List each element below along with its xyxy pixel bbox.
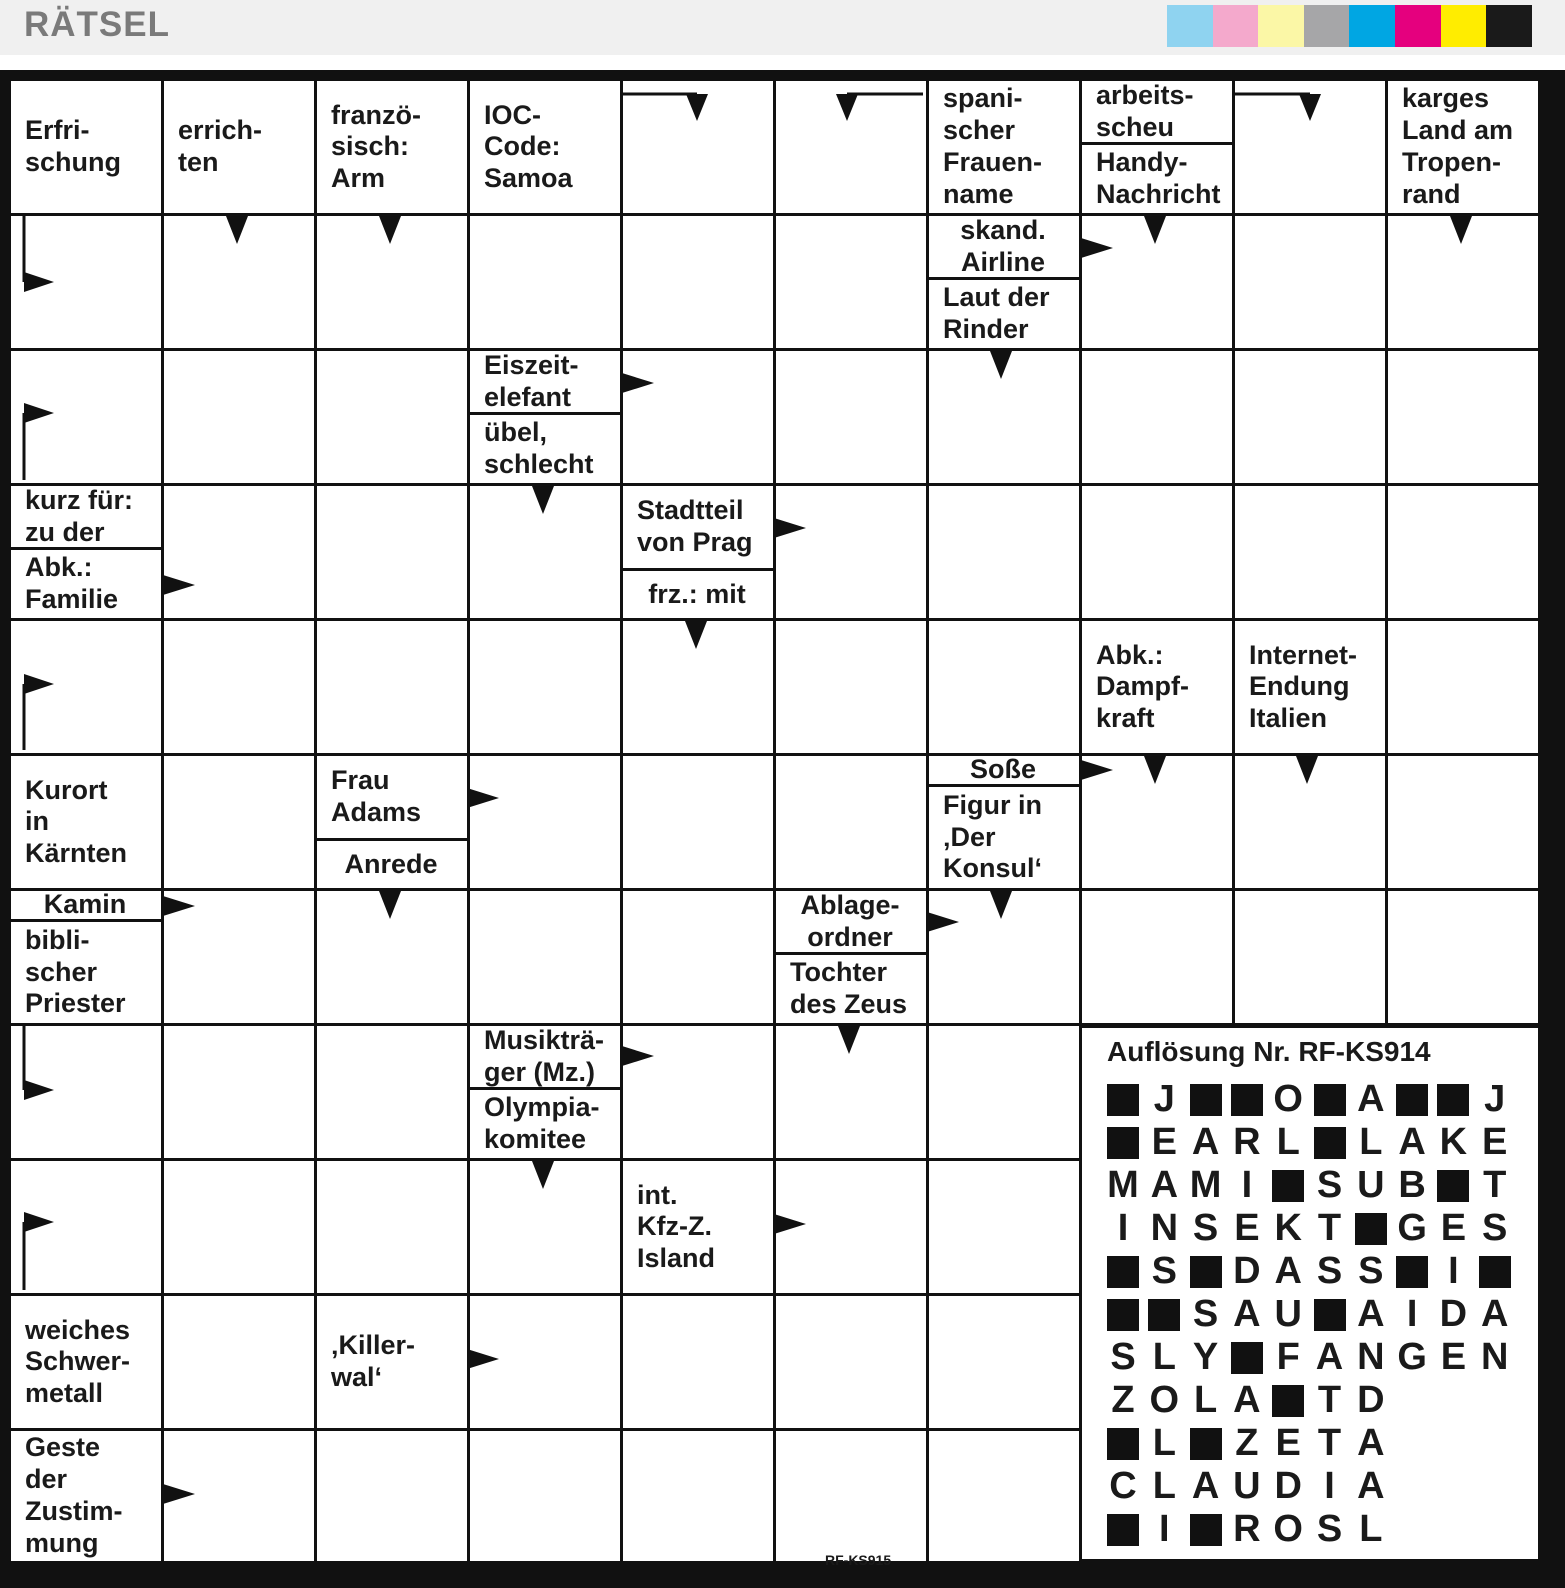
clue-line: elefant [484, 381, 572, 412]
answer-cell[interactable] [1235, 891, 1385, 1023]
solution-letter: E [1440, 1207, 1467, 1249]
answer-cell[interactable] [317, 1161, 467, 1293]
solution-letter: A [1233, 1379, 1261, 1421]
clue-abk-familie [11, 550, 161, 618]
clue-line: Airline [960, 246, 1046, 277]
solution-letter: I [1324, 1465, 1335, 1507]
clue-abk-dampfkraft [1082, 621, 1232, 753]
clue-line: Abk.: [25, 552, 93, 583]
clue-line: Familie [25, 584, 119, 614]
clue-ioc-samoa [470, 81, 620, 213]
clue-line: von Prag [637, 527, 753, 557]
clue-internet-italien [1235, 621, 1385, 753]
answer-cell[interactable] [470, 621, 620, 753]
crossword-grid [0, 70, 1565, 1588]
clue-line: weiches [25, 1314, 131, 1345]
solution-letter: L [1359, 1121, 1383, 1163]
answer-cell[interactable] [929, 1161, 1079, 1293]
solution-black-square [1148, 1299, 1180, 1331]
solution-letter: S [1192, 1293, 1219, 1335]
solution-black-square [1396, 1256, 1428, 1288]
answer-cell[interactable] [164, 216, 314, 348]
solution-letter: L [1152, 1336, 1176, 1378]
solution-black-square [1355, 1213, 1387, 1245]
answer-cell[interactable] [317, 1026, 467, 1158]
clue-line: ‚Der [943, 821, 996, 852]
solution-letter: S [1316, 1508, 1343, 1550]
clue-line: Tropen- [1402, 147, 1501, 177]
answer-cell[interactable] [929, 621, 1079, 753]
solution-letter: A [1274, 1250, 1302, 1292]
answer-cell[interactable] [929, 351, 1079, 483]
clue-line: skand. [960, 216, 1046, 245]
answer-cell[interactable] [317, 216, 467, 348]
answer-cell[interactable] [1235, 351, 1385, 483]
page-title: RÄTSEL [24, 5, 170, 44]
clue-line: Geste [25, 1432, 101, 1463]
answer-cell[interactable] [623, 891, 773, 1023]
clue-kamin [11, 891, 161, 919]
solution-letter: S [1316, 1164, 1343, 1206]
solution-letter: C [1109, 1465, 1137, 1507]
solution-black-square [1272, 1170, 1304, 1202]
solution-letter: D [1233, 1250, 1261, 1292]
clue-errichten [164, 81, 314, 213]
answer-cell[interactable] [164, 621, 314, 753]
solution-letter: S [1151, 1250, 1177, 1292]
clue-geste-zustimmung [11, 1431, 161, 1561]
answer-cell[interactable] [776, 1296, 926, 1428]
solution-letter: L [1276, 1121, 1300, 1163]
solution-letter: N [1357, 1336, 1385, 1378]
solution-black-square [1107, 1084, 1139, 1116]
solution-letter: T [1483, 1164, 1507, 1206]
color-swatch [1441, 5, 1487, 47]
solution-letter: O [1149, 1379, 1180, 1421]
answer-cell[interactable] [1082, 891, 1232, 1023]
solution-letter: S [1358, 1250, 1384, 1292]
answer-cell[interactable] [623, 1296, 773, 1428]
answer-cell[interactable] [317, 351, 467, 483]
clue-line: Internet- [1249, 639, 1357, 670]
clue-line: kurz für: [25, 486, 133, 515]
clue-line: Kfz-Z. [637, 1211, 712, 1242]
solution-letter: A [1480, 1293, 1509, 1335]
answer-cell[interactable] [1388, 486, 1538, 618]
clue-line: mung [25, 1527, 99, 1558]
solution-letter: T [1317, 1207, 1342, 1249]
clue-line: Zustim- [25, 1496, 123, 1526]
solution-letter: G [1397, 1207, 1427, 1249]
clue-weiches-schwermetall [11, 1296, 161, 1428]
page-header [0, 0, 1565, 55]
clue-sosse [929, 756, 1079, 784]
clue-line: Anrede [344, 848, 438, 879]
solution-letter: A [1191, 1121, 1220, 1163]
solution-black-square [1190, 1256, 1222, 1288]
clue-line: scher [25, 956, 98, 987]
clue-biblischer-priester [11, 922, 161, 1023]
answer-cell[interactable] [623, 216, 773, 348]
solution-black-square [1107, 1256, 1139, 1288]
solution-letter: M [1189, 1164, 1222, 1206]
answer-cell[interactable] [623, 1026, 773, 1158]
solution-letter: E [1275, 1422, 1301, 1464]
solution-letter: A [1357, 1293, 1385, 1335]
clue-spanischer-frauenname [929, 81, 1079, 213]
solution-letter: A [1233, 1293, 1261, 1335]
answer-cell[interactable] [776, 621, 926, 753]
clue-line: scher [943, 115, 1016, 146]
answer-cell[interactable] [1235, 756, 1385, 888]
answer-cell[interactable] [929, 891, 1079, 1023]
answer-cell[interactable] [164, 351, 314, 483]
solution-black-square [1437, 1084, 1469, 1116]
clue-line: Land am [1402, 115, 1514, 146]
answer-cell[interactable] [164, 1296, 314, 1428]
solution-black-square [1231, 1342, 1263, 1374]
clue-laut-der-rinder [929, 280, 1079, 348]
solution-letter: A [1150, 1164, 1179, 1206]
solution-black-square [1314, 1299, 1346, 1331]
solution-letter: A [1357, 1078, 1385, 1120]
clue-line: karges [1402, 83, 1490, 114]
solution-letter: T [1317, 1379, 1342, 1421]
clue-line: Musikträ- [484, 1026, 605, 1055]
solution-letter: S [1192, 1207, 1219, 1249]
solution-black-square [1437, 1170, 1469, 1202]
clue-uebel-schlecht [470, 415, 620, 483]
answer-cell[interactable] [470, 1161, 620, 1293]
solution-letter: E [1482, 1121, 1508, 1163]
clue-line: Kärnten [25, 837, 128, 868]
clue-kfz-island [623, 1161, 773, 1293]
color-swatch [1258, 5, 1304, 47]
clue-line: name [943, 178, 1014, 209]
answer-cell[interactable] [317, 621, 467, 753]
solution-letter: Z [1111, 1379, 1135, 1421]
solution-letter: I [1406, 1293, 1418, 1335]
clue-line: Erfri- [25, 115, 90, 146]
clue-line: schlecht [484, 449, 594, 479]
answer-cell[interactable] [623, 1431, 773, 1561]
answer-cell[interactable] [1082, 351, 1232, 483]
solution-black-square [1107, 1127, 1139, 1159]
clue-line: Eiszeit- [484, 351, 579, 380]
answer-cell[interactable] [623, 81, 773, 213]
answer-cell[interactable] [776, 1431, 926, 1561]
clue-line: Italien [1249, 702, 1328, 733]
solution-black-square [1272, 1385, 1304, 1417]
solution-letter: U [1274, 1293, 1302, 1335]
answer-cell[interactable] [470, 486, 620, 618]
clue-line: komitee [484, 1124, 587, 1154]
solution-letter: L [1152, 1465, 1176, 1507]
solution-letter: Y [1192, 1336, 1219, 1378]
clue-line: des Zeus [790, 989, 908, 1019]
clue-line: Samoa [484, 162, 573, 193]
answer-cell[interactable] [470, 891, 620, 1023]
answer-cell[interactable] [1388, 756, 1538, 888]
solution-letter: B [1398, 1164, 1426, 1206]
solution-letter: U [1233, 1465, 1261, 1507]
solution-letter: A [1398, 1121, 1426, 1163]
solution-black-square [1479, 1256, 1511, 1288]
solution-letter: T [1317, 1422, 1342, 1464]
solution-letter: R [1233, 1121, 1261, 1163]
clue-line: bibli- [25, 925, 90, 956]
color-swatch [1213, 5, 1259, 47]
clue-line: schung [25, 147, 122, 177]
answer-cell[interactable] [776, 756, 926, 888]
clue-line: der [25, 1464, 68, 1495]
clue-line: Adams [331, 797, 422, 827]
clue-line: Schwer- [25, 1346, 131, 1377]
clue-eiszeitelefant [470, 351, 620, 412]
answer-cell[interactable] [1235, 486, 1385, 618]
clue-line: Ablage- [800, 891, 900, 920]
clue-line: Konsul‘ [943, 853, 1042, 884]
answer-cell[interactable] [470, 216, 620, 348]
clue-line: ordner [807, 921, 893, 952]
answer-cell[interactable] [776, 351, 926, 483]
clue-line: rand [1402, 178, 1461, 209]
solution-black-square [1190, 1428, 1222, 1460]
answer-cell[interactable] [1388, 891, 1538, 1023]
solution-black-square [1396, 1084, 1428, 1116]
answer-cell[interactable] [776, 1161, 926, 1293]
clue-line: kraft [1096, 702, 1155, 733]
solution-letter: I [1241, 1164, 1253, 1206]
print-color-bar [1167, 5, 1532, 47]
solution-black-square [1190, 1084, 1222, 1116]
answer-cell[interactable] [470, 756, 620, 888]
solution-letter: N [1150, 1207, 1179, 1249]
color-swatch [1486, 5, 1532, 47]
answer-cell[interactable] [1388, 621, 1538, 753]
answer-cell[interactable] [1082, 756, 1232, 888]
solution-title: Auflösung Nr. RF-KS914 [1107, 1036, 1431, 1067]
solution-letter: F [1276, 1336, 1300, 1378]
clue-line: Priester [25, 988, 126, 1019]
answer-cell[interactable] [929, 1026, 1079, 1158]
solution-letter: N [1480, 1336, 1509, 1378]
clue-line: ‚Killer- [331, 1330, 416, 1361]
solution-letter: D [1439, 1293, 1468, 1335]
clue-stadtteil-prag [623, 486, 773, 568]
clue-line: arbeits- [1096, 81, 1194, 110]
puzzle-code: RF-KS915 [825, 1552, 892, 1568]
solution-panel [1082, 1028, 1538, 1559]
clue-line: errich- [178, 115, 263, 146]
clue-line: Stadtteil [637, 495, 744, 526]
clue-line: int. [637, 1179, 678, 1210]
answer-cell[interactable] [776, 1026, 926, 1158]
solution-letter: U [1357, 1164, 1385, 1206]
clue-arbeitsscheu [1082, 81, 1232, 142]
answer-cell[interactable] [1388, 351, 1538, 483]
answer-cell[interactable] [317, 891, 467, 1023]
solution-letter: R [1233, 1508, 1261, 1550]
answer-cell[interactable] [776, 81, 926, 213]
solution-letter: A [1315, 1336, 1344, 1378]
solution-letter: A [1191, 1465, 1220, 1507]
answer-cell[interactable] [11, 351, 161, 483]
solution-black-square [1107, 1514, 1139, 1546]
color-swatch [1395, 5, 1441, 47]
solution-letter: L [1359, 1508, 1383, 1550]
clue-line: Nachricht [1096, 179, 1221, 209]
answer-cell[interactable] [929, 1296, 1079, 1428]
solution-black-square [1231, 1084, 1263, 1116]
clue-line: ger (Mz.) [484, 1056, 595, 1087]
solution-letter: E [1234, 1207, 1260, 1249]
answer-cell[interactable] [1082, 486, 1232, 618]
clue-line: Kurort [25, 774, 108, 805]
solution-letter: L [1193, 1379, 1218, 1421]
clue-line: Island [637, 1242, 716, 1273]
answer-cell[interactable] [164, 486, 314, 618]
clue-line: übel, [484, 417, 548, 448]
solution-letter: M [1107, 1164, 1139, 1206]
clue-line: zu der [25, 516, 105, 547]
clue-line: scheu [1096, 111, 1175, 142]
clue-handy-nachricht [1082, 145, 1232, 213]
solution-letter: E [1440, 1336, 1467, 1378]
clue-frau-adams [317, 756, 467, 838]
answer-cell[interactable] [11, 216, 161, 348]
clue-line: Arm [331, 162, 386, 193]
answer-cell[interactable] [929, 1431, 1079, 1561]
answer-cell[interactable] [470, 1296, 620, 1428]
solution-letter: D [1357, 1379, 1385, 1421]
clue-line: Endung [1249, 671, 1350, 702]
answer-cell[interactable] [164, 756, 314, 888]
solution-letter: S [1482, 1207, 1508, 1249]
solution-letter: D [1274, 1465, 1302, 1507]
answer-cell[interactable] [1235, 81, 1385, 213]
answer-cell[interactable] [164, 891, 314, 1023]
clue-anrede [317, 841, 467, 888]
clue-tochter-zeus [776, 955, 926, 1023]
solution-letter: S [1316, 1250, 1343, 1292]
clue-line: Frau [331, 765, 390, 796]
solution-letter: I [1159, 1508, 1170, 1550]
clue-erfrischung [11, 81, 161, 213]
clue-line: Olympia- [484, 1092, 600, 1123]
clue-karges-land [1388, 81, 1538, 213]
solution-letter: Z [1235, 1422, 1259, 1464]
solution-letter: S [1110, 1336, 1136, 1378]
solution-letter: A [1357, 1465, 1385, 1507]
answer-cell[interactable] [11, 1161, 161, 1293]
clue-line: spani- [943, 83, 1023, 114]
clue-kurz-fuer-zu-der [11, 486, 161, 547]
clue-musiktraeger [470, 1026, 620, 1087]
answer-cell[interactable] [623, 351, 773, 483]
clue-frz-mit [623, 571, 773, 618]
clue-line: wal‘ [331, 1362, 383, 1392]
color-swatch [1167, 5, 1213, 47]
solution-letter: O [1273, 1078, 1303, 1120]
clue-line: Kamin [43, 891, 127, 919]
clue-line: ten [178, 147, 219, 177]
solution-letter: K [1274, 1207, 1302, 1249]
answer-cell[interactable] [470, 1431, 620, 1561]
solution-letter: A [1357, 1422, 1385, 1464]
answer-cell[interactable] [164, 1026, 314, 1158]
clue-killerwal [317, 1296, 467, 1428]
answer-cell[interactable] [1235, 216, 1385, 348]
clue-line: Dampf- [1096, 671, 1189, 702]
clue-line: Laut der [943, 282, 1050, 313]
clue-line: metall [25, 1377, 104, 1408]
clue-ablageordner [776, 891, 926, 952]
answer-cell[interactable] [623, 756, 773, 888]
clue-line: Abk.: [1096, 639, 1164, 670]
clue-skand-airline [929, 216, 1079, 277]
answer-cell[interactable] [164, 1431, 314, 1561]
solution-black-square [1190, 1514, 1222, 1546]
solution-letter: I [1448, 1250, 1459, 1292]
solution-letter: G [1397, 1336, 1427, 1378]
solution-letter: E [1151, 1121, 1177, 1163]
answer-cell[interactable] [776, 486, 926, 618]
answer-cell[interactable] [1388, 216, 1538, 348]
clue-line: Figur in [943, 790, 1042, 821]
solution-letter: L [1152, 1422, 1176, 1464]
answer-cell[interactable] [929, 486, 1079, 618]
clue-olympiakomitee [470, 1090, 620, 1158]
color-swatch [1304, 5, 1350, 47]
clue-line: Rinder [943, 314, 1029, 344]
color-swatch [1349, 5, 1395, 47]
answer-cell[interactable] [11, 1026, 161, 1158]
clue-line: Code: [484, 131, 561, 162]
solution-letter: J [1153, 1078, 1175, 1120]
answer-cell[interactable] [317, 486, 467, 618]
solution-letter: O [1273, 1508, 1303, 1550]
clue-line: Handy- [1096, 147, 1188, 178]
answer-cell[interactable] [317, 1431, 467, 1561]
answer-cell[interactable] [164, 1161, 314, 1293]
answer-cell[interactable] [776, 216, 926, 348]
clue-line: Frauen- [943, 147, 1043, 177]
answer-cell[interactable] [1082, 216, 1232, 348]
clue-line: franzö- [331, 99, 421, 130]
clue-line: Soße [969, 756, 1036, 784]
solution-black-square [1314, 1084, 1346, 1116]
solution-letter: K [1439, 1121, 1468, 1163]
solution-letter: I [1117, 1207, 1129, 1249]
clue-kurort-kaernten [11, 756, 161, 888]
answer-cell[interactable] [623, 621, 773, 753]
solution-letter: J [1484, 1078, 1506, 1120]
solution-black-square [1314, 1127, 1346, 1159]
solution-black-square [1107, 1428, 1139, 1460]
solution-black-square [1107, 1299, 1139, 1331]
clue-line: frz.: mit [648, 578, 746, 609]
answer-cell[interactable] [11, 621, 161, 753]
clue-line: Tochter [790, 957, 888, 988]
clue-line: IOC- [484, 99, 541, 130]
clue-franzoesisch-arm [317, 81, 467, 213]
clue-line: in [25, 806, 49, 837]
clue-line: sisch: [331, 131, 410, 162]
clue-figur-konsul [929, 787, 1079, 888]
